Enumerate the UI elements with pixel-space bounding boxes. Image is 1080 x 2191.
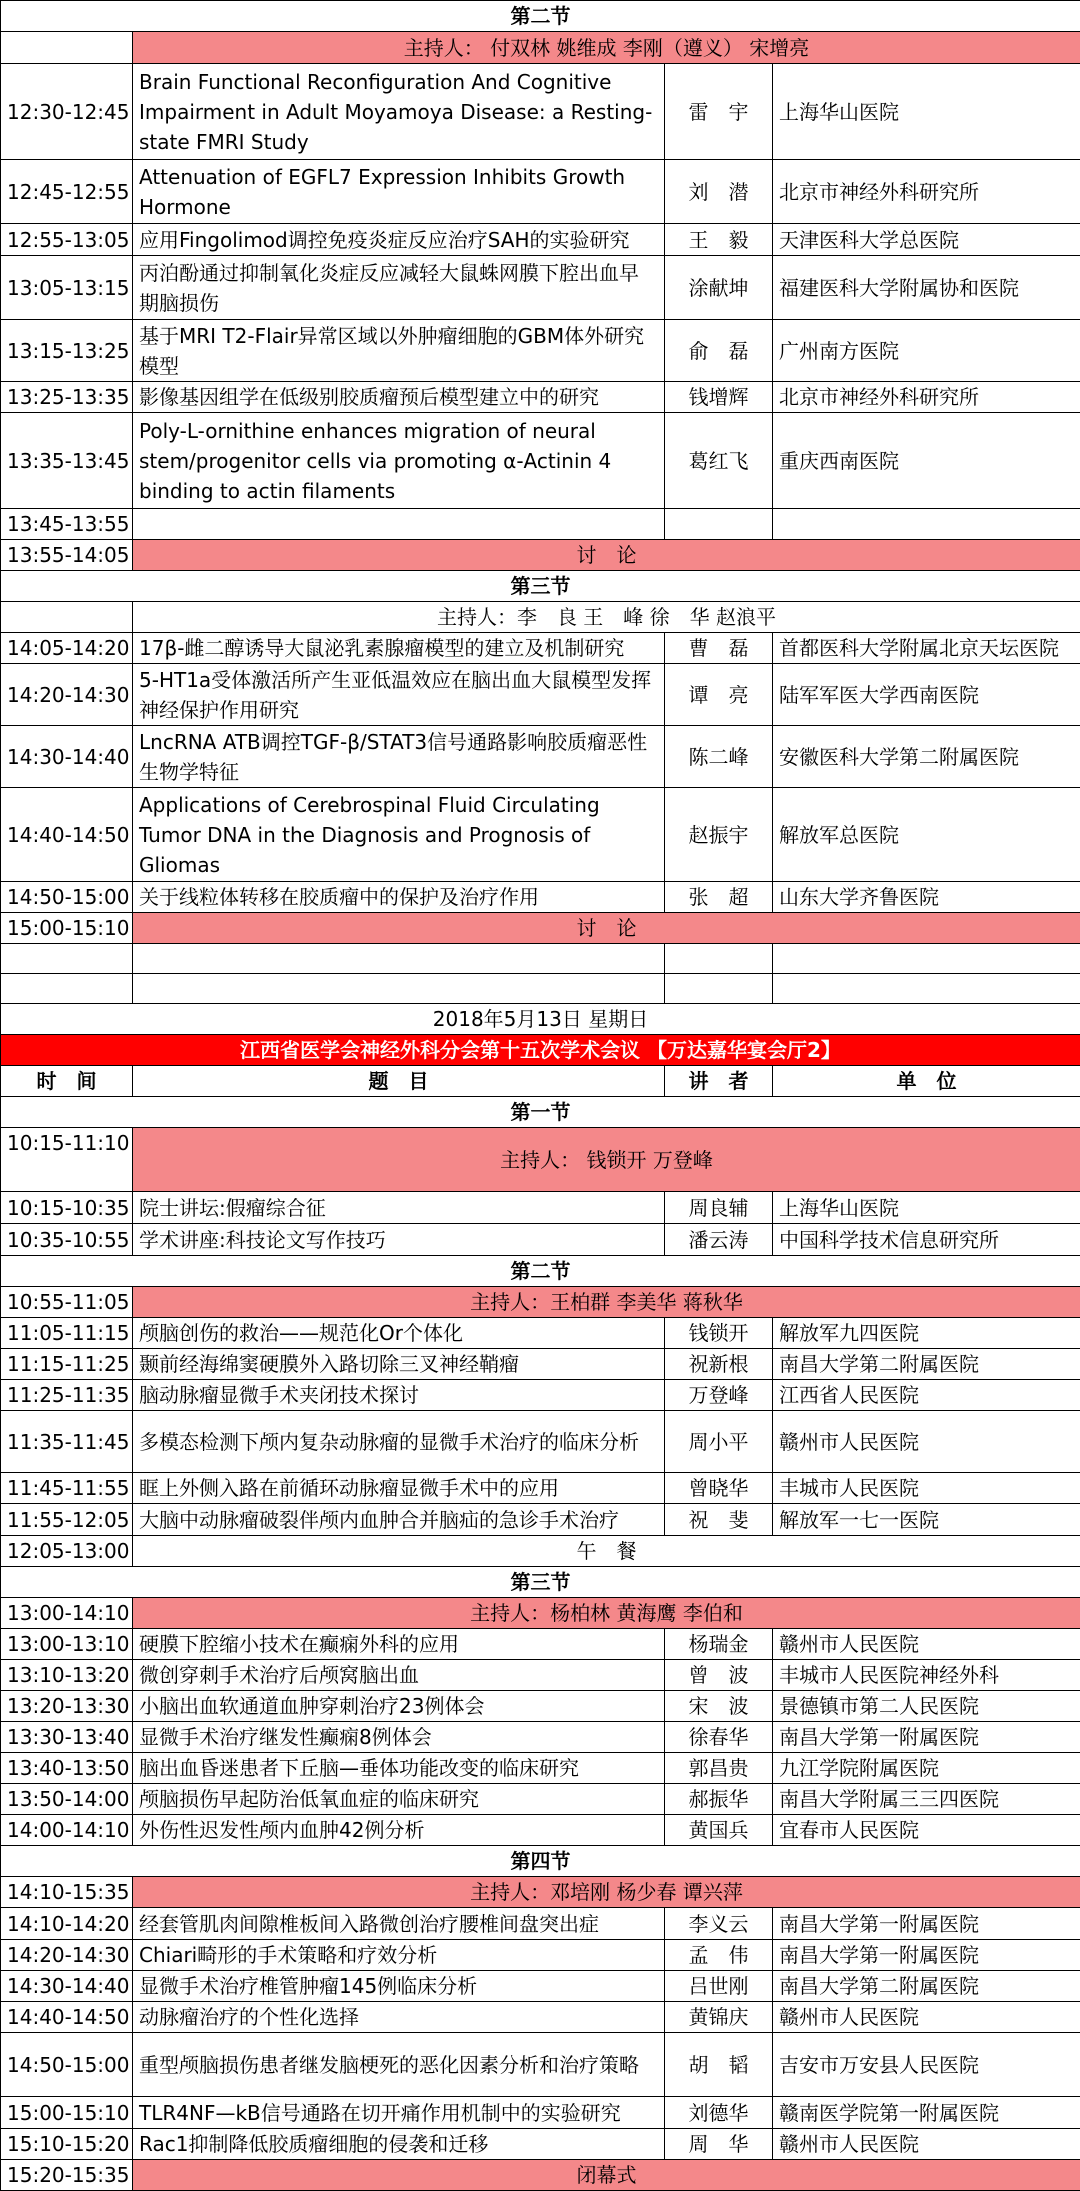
talk-speaker: 郭昌贵 xyxy=(665,1753,773,1784)
talk-time: 11:35-11:45 xyxy=(1,1411,133,1473)
talk-time: 12:45-12:55 xyxy=(1,160,133,224)
talk-unit: 赣南医学院第一附属医院 xyxy=(773,2097,1080,2129)
talk-speaker xyxy=(665,944,773,974)
talk-time xyxy=(1,944,133,974)
talk-title: 显微手术治疗椎管肿瘤145例临床分析 xyxy=(133,1971,665,2002)
talk-time: 13:40-13:50 xyxy=(1,1753,133,1784)
talk-speaker: 郝振华 xyxy=(665,1784,773,1815)
talk-time: 10:35-10:55 xyxy=(1,1224,133,1256)
talk-time: 13:25-13:35 xyxy=(1,382,133,413)
session-time: 13:00-14:10 xyxy=(1,1598,133,1629)
talk-speaker: 周良辅 xyxy=(665,1192,773,1224)
talk-title: Attenuation of EGFL7 Expression Inhibits Growth Hormone xyxy=(133,160,665,224)
host-row xyxy=(1,602,1080,633)
talk-speaker: 胡 韬 xyxy=(665,2033,773,2097)
talk-title xyxy=(133,944,665,974)
break-time: 13:55-14:05 xyxy=(1,540,133,571)
talk-row xyxy=(1,664,1080,726)
host-row xyxy=(1,32,1080,64)
talk-unit: 南昌大学附属三三四医院 xyxy=(773,1784,1080,1815)
host-text: 主持人： 付双林 姚维成 李刚（遵义） 宋增亮 xyxy=(133,32,1080,64)
talk-title xyxy=(133,974,665,1004)
talk-row xyxy=(1,1224,1080,1256)
section-title: 第四节 xyxy=(1,1846,1080,1877)
talk-speaker: 徐春华 xyxy=(665,1722,773,1753)
talk-time xyxy=(1,974,133,1004)
talk-title: Applications of Cerebrospinal Fluid Circulating Tumor DNA in the Diagnosis and Prognosis of Gliomas xyxy=(133,788,665,882)
talk-unit: 上海华山医院 xyxy=(773,64,1080,160)
talk-title: 微创穿刺手术治疗后颅窝脑出血 xyxy=(133,1660,665,1691)
talk-unit: 南昌大学第一附属医院 xyxy=(773,1908,1080,1940)
talk-unit: 中国科学技术信息研究所 xyxy=(773,1224,1080,1256)
break-label: 闭幕式 xyxy=(133,2160,1080,2191)
talk-speaker: 雷 宇 xyxy=(665,64,773,160)
talk-unit: 南昌大学第一附属医院 xyxy=(773,1940,1080,1971)
talk-speaker: 钱增辉 xyxy=(665,382,773,413)
talk-title xyxy=(133,509,665,540)
talk-title: 重型颅脑损伤患者继发脑梗死的恶化因素分析和治疗策略 xyxy=(133,2033,665,2097)
talk-time: 13:10-13:20 xyxy=(1,1660,133,1691)
talk-row xyxy=(1,382,1080,413)
break-row xyxy=(1,540,1080,571)
talk-title: 显微手术治疗继发性癫痫8例体会 xyxy=(133,1722,665,1753)
break-label: 讨 论 xyxy=(133,540,1080,571)
section-row xyxy=(1,571,1080,602)
talk-row xyxy=(1,1722,1080,1753)
date-text: 2018年5月13日 星期日 xyxy=(1,1004,1080,1035)
talk-title: LncRNA ATB调控TGF-β/STAT3信号通路影响胶质瘤恶性生物学特征 xyxy=(133,726,665,788)
talk-speaker: 周小平 xyxy=(665,1411,773,1473)
talk-speaker: 孟 伟 xyxy=(665,1940,773,1971)
talk-time: 13:50-14:00 xyxy=(1,1784,133,1815)
talk-title: 脑动脉瘤显微手术夹闭技术探讨 xyxy=(133,1380,665,1411)
talk-time: 13:45-13:55 xyxy=(1,509,133,540)
talk-row xyxy=(1,1753,1080,1784)
talk-unit: 广州南方医院 xyxy=(773,320,1080,382)
talk-row xyxy=(1,1411,1080,1473)
talk-unit: 重庆西南医院 xyxy=(773,413,1080,509)
talk-speaker: 曹 磊 xyxy=(665,633,773,664)
talk-title: 影像基因组学在低级别胶质瘤预后模型建立中的研究 xyxy=(133,382,665,413)
talk-row xyxy=(1,1349,1080,1380)
talk-row xyxy=(1,160,1080,224)
section-row xyxy=(1,1846,1080,1877)
section-title: 第一节 xyxy=(1,1097,1080,1128)
talk-time: 13:00-13:10 xyxy=(1,1629,133,1660)
talk-speaker: 李义云 xyxy=(665,1908,773,1940)
talk-row xyxy=(1,1971,1080,2002)
host-text: 主持人：王柏群 李美华 蒋秋华 xyxy=(133,1287,1080,1318)
talk-title: 17β-雌二醇诱导大鼠泌乳素腺瘤模型的建立及机制研究 xyxy=(133,633,665,664)
talk-unit: 南昌大学第二附属医院 xyxy=(773,1349,1080,1380)
talk-time: 15:00-15:10 xyxy=(1,2097,133,2129)
break-time: 12:05-13:00 xyxy=(1,1536,133,1567)
talk-title: 颅脑创伤的救治——规范化Or个体化 xyxy=(133,1318,665,1349)
talk-unit: 赣州市人民医院 xyxy=(773,1629,1080,1660)
talk-time: 14:05-14:20 xyxy=(1,633,133,664)
talk-title: 院士讲坛:假瘤综合征 xyxy=(133,1192,665,1224)
break-row xyxy=(1,1536,1080,1567)
talk-time: 14:50-15:00 xyxy=(1,882,133,913)
talk-speaker: 曾 波 xyxy=(665,1660,773,1691)
date-row xyxy=(1,1004,1080,1035)
talk-time: 11:45-11:55 xyxy=(1,1473,133,1504)
host-row xyxy=(1,1877,1080,1908)
talk-speaker: 赵振宇 xyxy=(665,788,773,882)
talk-title: 眶上外侧入路在前循环动脉瘤显微手术中的应用 xyxy=(133,1473,665,1504)
talk-time: 14:20-14:30 xyxy=(1,1940,133,1971)
section-title: 第三节 xyxy=(1,571,1080,602)
talk-unit: 安徽医科大学第二附属医院 xyxy=(773,726,1080,788)
conference-banner xyxy=(1,1035,1080,1066)
talk-title: 经套管肌肉间隙椎板间入路微创治疗腰椎间盘突出症 xyxy=(133,1908,665,1940)
talk-speaker: 陈二峰 xyxy=(665,726,773,788)
talk-unit: 山东大学齐鲁医院 xyxy=(773,882,1080,913)
talk-title: 小脑出血软通道血肿穿刺治疗23例体会 xyxy=(133,1691,665,1722)
talk-speaker: 涂献坤 xyxy=(665,256,773,320)
talk-speaker: 周 华 xyxy=(665,2129,773,2160)
talk-row xyxy=(1,413,1080,509)
talk-speaker xyxy=(665,974,773,1004)
session-time: 10:15-11:10 xyxy=(1,1128,133,1192)
column-header-speaker: 讲 者 xyxy=(665,1066,773,1097)
host-text: 主持人： 钱锁开 万登峰 xyxy=(133,1128,1080,1192)
talk-unit xyxy=(773,509,1080,540)
talk-row xyxy=(1,256,1080,320)
talk-speaker: 吕世刚 xyxy=(665,1971,773,2002)
talk-row xyxy=(1,788,1080,882)
talk-speaker: 葛红飞 xyxy=(665,413,773,509)
talk-speaker: 祝新根 xyxy=(665,1349,773,1380)
talk-row xyxy=(1,726,1080,788)
talk-speaker: 刘 潜 xyxy=(665,160,773,224)
talk-time: 13:05-13:15 xyxy=(1,256,133,320)
talk-title: 关于线粒体转移在胶质瘤中的保护及治疗作用 xyxy=(133,882,665,913)
talk-title: 多模态检测下颅内复杂动脉瘤的显微手术治疗的临床分析 xyxy=(133,1411,665,1473)
talk-time: 13:30-13:40 xyxy=(1,1722,133,1753)
talk-row xyxy=(1,2033,1080,2097)
talk-unit xyxy=(773,944,1080,974)
session-time: 10:55-11:05 xyxy=(1,1287,133,1318)
talk-time: 14:30-14:40 xyxy=(1,726,133,788)
talk-unit: 九江学院附属医院 xyxy=(773,1753,1080,1784)
column-header-title: 题 目 xyxy=(133,1066,665,1097)
section-row xyxy=(1,1,1080,32)
break-label: 讨 论 xyxy=(133,913,1080,944)
talk-time: 11:55-12:05 xyxy=(1,1504,133,1536)
talk-row xyxy=(1,882,1080,913)
talk-time: 12:55-13:05 xyxy=(1,224,133,256)
column-header-unit: 单 位 xyxy=(773,1066,1080,1097)
talk-unit: 解放军总医院 xyxy=(773,788,1080,882)
talk-unit: 陆军军医大学西南医院 xyxy=(773,664,1080,726)
talk-time: 14:40-14:50 xyxy=(1,788,133,882)
talk-title: Rac1抑制降低胶质瘤细胞的侵袭和迁移 xyxy=(133,2129,665,2160)
talk-time: 14:40-14:50 xyxy=(1,2002,133,2033)
talk-speaker: 俞 磊 xyxy=(665,320,773,382)
host-row xyxy=(1,1598,1080,1629)
talk-speaker: 王 毅 xyxy=(665,224,773,256)
talk-title: 动脉瘤治疗的个性化选择 xyxy=(133,2002,665,2033)
break-label: 午 餐 xyxy=(133,1536,1080,1567)
talk-title: 应用Fingolimod调控免疫炎症反应治疗SAH的实验研究 xyxy=(133,224,665,256)
talk-speaker: 杨瑞金 xyxy=(665,1629,773,1660)
talk-row xyxy=(1,1192,1080,1224)
talk-time: 14:10-14:20 xyxy=(1,1908,133,1940)
talk-time: 14:50-15:00 xyxy=(1,2033,133,2097)
talk-speaker: 曾晓华 xyxy=(665,1473,773,1504)
talk-time: 14:00-14:10 xyxy=(1,1815,133,1846)
host-text: 主持人：杨柏林 黄海鹰 李伯和 xyxy=(133,1598,1080,1629)
talk-speaker: 万登峰 xyxy=(665,1380,773,1411)
talk-title: TLR4NF—kB信号通路在切开痛作用机制中的实验研究 xyxy=(133,2097,665,2129)
talk-time: 12:30-12:45 xyxy=(1,64,133,160)
talk-speaker: 黄国兵 xyxy=(665,1815,773,1846)
section-row xyxy=(1,1567,1080,1598)
talk-row xyxy=(1,2097,1080,2129)
talk-title: 脑出血昏迷患者下丘脑—垂体功能改变的临床研究 xyxy=(133,1753,665,1784)
talk-title: 5-HT1a受体激活所产生亚低温效应在脑出血大鼠模型发挥神经保护作用研究 xyxy=(133,664,665,726)
talk-row xyxy=(1,64,1080,160)
talk-row xyxy=(1,1318,1080,1349)
talk-title: 学术讲座:科技论文写作技巧 xyxy=(133,1224,665,1256)
talk-time: 13:35-13:45 xyxy=(1,413,133,509)
talk-time: 11:05-11:15 xyxy=(1,1318,133,1349)
talk-row xyxy=(1,1473,1080,1504)
column-header-time: 时 间 xyxy=(1,1066,133,1097)
host-text: 主持人：邓培刚 杨少春 谭兴萍 xyxy=(133,1877,1080,1908)
host-row xyxy=(1,1287,1080,1318)
talk-row xyxy=(1,1380,1080,1411)
break-time: 15:20-15:35 xyxy=(1,2160,133,2191)
talk-unit: 福建医科大学附属协和医院 xyxy=(773,256,1080,320)
talk-unit: 赣州市人民医院 xyxy=(773,2129,1080,2160)
talk-unit: 宜春市人民医院 xyxy=(773,1815,1080,1846)
section-title: 第二节 xyxy=(1,1,1080,32)
talk-time: 15:10-15:20 xyxy=(1,2129,133,2160)
talk-row xyxy=(1,1660,1080,1691)
talk-speaker xyxy=(665,509,773,540)
talk-row xyxy=(1,1691,1080,1722)
talk-row xyxy=(1,974,1080,1004)
talk-speaker: 黄锦庆 xyxy=(665,2002,773,2033)
talk-row xyxy=(1,1629,1080,1660)
talk-speaker: 宋 波 xyxy=(665,1691,773,1722)
session-time xyxy=(1,32,133,64)
talk-speaker: 张 超 xyxy=(665,882,773,913)
talk-unit: 吉安市万安县人民医院 xyxy=(773,2033,1080,2097)
talk-time: 11:15-11:25 xyxy=(1,1349,133,1380)
talk-unit: 解放军九四医院 xyxy=(773,1318,1080,1349)
section-row xyxy=(1,1256,1080,1287)
break-row xyxy=(1,2160,1080,2191)
talk-row xyxy=(1,1940,1080,1971)
schedule-body xyxy=(1,1,1080,2191)
talk-row xyxy=(1,944,1080,974)
talk-row xyxy=(1,224,1080,256)
talk-title: 外伤性迟发性颅内血肿42例分析 xyxy=(133,1815,665,1846)
talk-time: 14:20-14:30 xyxy=(1,664,133,726)
talk-unit xyxy=(773,974,1080,1004)
column-header-row xyxy=(1,1066,1080,1097)
talk-unit: 首都医科大学附属北京天坛医院 xyxy=(773,633,1080,664)
conference-title: 江西省医学会神经外科分会第十五次学术会议 【万达嘉华宴会厅2】 xyxy=(1,1035,1080,1066)
session-time: 14:10-15:35 xyxy=(1,1877,133,1908)
talk-time: 13:20-13:30 xyxy=(1,1691,133,1722)
talk-unit: 赣州市人民医院 xyxy=(773,2002,1080,2033)
talk-title: Brain Functional Reconfiguration And Cognitive Impairment in Adult Moyamoya Disease: a Resting-state FMRI Study xyxy=(133,64,665,160)
break-time: 15:00-15:10 xyxy=(1,913,133,944)
host-text: 主持人：李 良 王 峰 徐 华 赵浪平 xyxy=(133,602,1080,633)
talk-unit: 天津医科大学总医院 xyxy=(773,224,1080,256)
talk-unit: 北京市神经外科研究所 xyxy=(773,160,1080,224)
talk-row xyxy=(1,1908,1080,1940)
talk-title: 大脑中动脉瘤破裂伴颅内血肿合并脑疝的急诊手术治疗 xyxy=(133,1504,665,1536)
talk-time: 14:30-14:40 xyxy=(1,1971,133,2002)
talk-unit: 景德镇市第二人民医院 xyxy=(773,1691,1080,1722)
talk-row xyxy=(1,2129,1080,2160)
talk-time: 10:15-10:35 xyxy=(1,1192,133,1224)
talk-unit: 南昌大学第二附属医院 xyxy=(773,1971,1080,2002)
talk-unit: 江西省人民医院 xyxy=(773,1380,1080,1411)
talk-time: 11:25-11:35 xyxy=(1,1380,133,1411)
talk-unit: 北京市神经外科研究所 xyxy=(773,382,1080,413)
section-title: 第二节 xyxy=(1,1256,1080,1287)
session-time xyxy=(1,602,133,633)
section-title: 第三节 xyxy=(1,1567,1080,1598)
talk-unit: 丰城市人民医院神经外科 xyxy=(773,1660,1080,1691)
talk-row xyxy=(1,509,1080,540)
talk-row xyxy=(1,2002,1080,2033)
break-row xyxy=(1,913,1080,944)
talk-speaker: 谭 亮 xyxy=(665,664,773,726)
talk-speaker: 潘云涛 xyxy=(665,1224,773,1256)
talk-unit: 南昌大学第一附属医院 xyxy=(773,1722,1080,1753)
talk-row xyxy=(1,1784,1080,1815)
section-row xyxy=(1,1097,1080,1128)
talk-row xyxy=(1,1504,1080,1536)
talk-title: 颞前经海绵窦硬膜外入路切除三叉神经鞘瘤 xyxy=(133,1349,665,1380)
talk-unit: 上海华山医院 xyxy=(773,1192,1080,1224)
talk-row xyxy=(1,1815,1080,1846)
talk-row xyxy=(1,633,1080,664)
talk-title: 丙泊酚通过抑制氧化炎症反应减轻大鼠蛛网膜下腔出血早期脑损伤 xyxy=(133,256,665,320)
talk-speaker: 钱锁开 xyxy=(665,1318,773,1349)
talk-title: 颅脑损伤早起防治低氧血症的临床研究 xyxy=(133,1784,665,1815)
host-row xyxy=(1,1128,1080,1192)
talk-unit: 丰城市人民医院 xyxy=(773,1473,1080,1504)
talk-speaker: 刘德华 xyxy=(665,2097,773,2129)
talk-time: 13:15-13:25 xyxy=(1,320,133,382)
talk-speaker: 祝 斐 xyxy=(665,1504,773,1536)
talk-title: 硬膜下腔缩小技术在癫痫外科的应用 xyxy=(133,1629,665,1660)
talk-row xyxy=(1,320,1080,382)
talk-unit: 解放军一七一医院 xyxy=(773,1504,1080,1536)
talk-title: 基于MRI T2-Flair异常区域以外肿瘤细胞的GBM体外研究模型 xyxy=(133,320,665,382)
talk-title: Poly-L-ornithine enhances migration of neural stem/progenitor cells via promoting α-Actinin 4 binding to actin filaments xyxy=(133,413,665,509)
talk-unit: 赣州市人民医院 xyxy=(773,1411,1080,1473)
talk-title: Chiari畸形的手术策略和疗效分析 xyxy=(133,1940,665,1971)
